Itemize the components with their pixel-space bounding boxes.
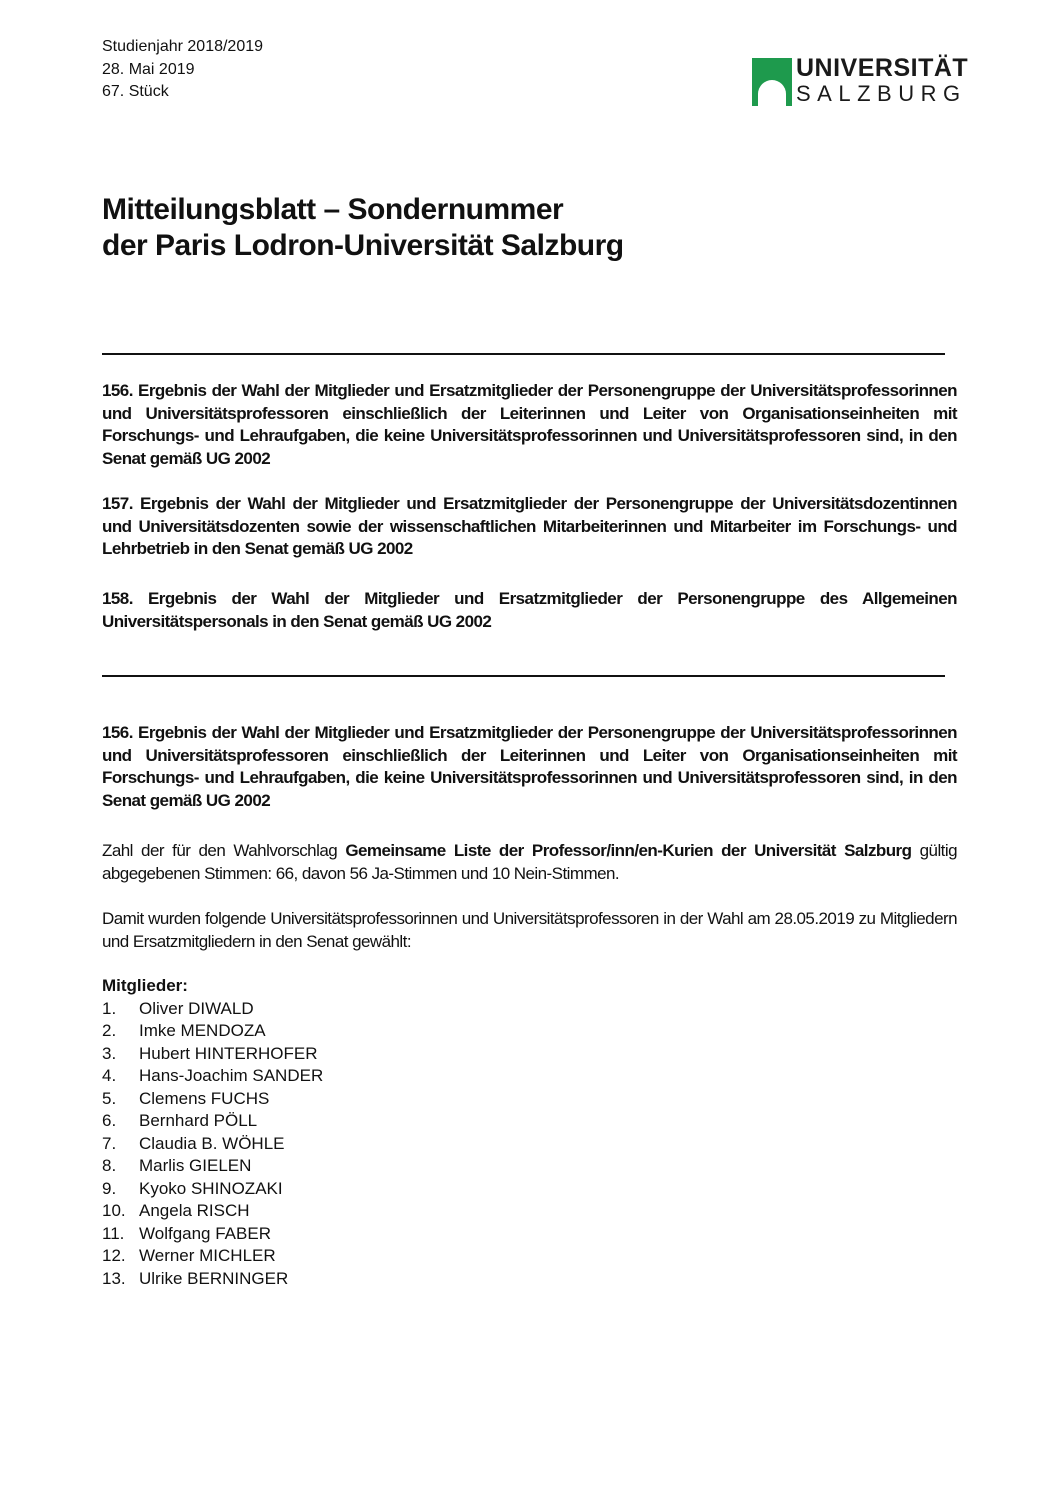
member-number: 7. (102, 1133, 117, 1153)
member-number: 9. (102, 1178, 117, 1198)
members-label: Mitglieder: (102, 976, 188, 995)
member-name: Claudia B. WÖHLE (139, 1133, 285, 1153)
list-item (102, 1088, 323, 1111)
member-name: Imke MENDOZA (139, 1021, 266, 1040)
list-item (102, 1133, 323, 1156)
list-item (102, 1223, 323, 1246)
vote-text-post: gültig abgegebenen Stimmen: 66, davon 56 Ja-Stimmen und 10 Nein-Stimmen. (102, 841, 957, 883)
vote-count-paragraph (102, 840, 957, 885)
member-name: Angela RISCH (139, 1201, 250, 1220)
list-item (102, 998, 323, 1021)
member-name: Bernhard PÖLL (139, 1111, 258, 1130)
list-item (102, 1065, 323, 1088)
list-item (102, 1155, 323, 1178)
elected-paragraph: Damit wurden folgende Universitätsprofessorinnen und Universitätsprofessoren in der Wahl am 28.05.2019 zu Mitgliedern und Ersatzmitgliedern in den Senat gewählt: (102, 909, 957, 951)
divider-bottom (102, 675, 945, 677)
logo-text-salzburg: SALZBURG (796, 81, 967, 106)
member-name: Wolfgang FABER (139, 1223, 271, 1243)
member-number: 11. (102, 1223, 125, 1243)
member-number: 13. (102, 1268, 126, 1288)
academic-year: Studienjahr 2018/2019 (102, 38, 264, 55)
title-line-1: Mitteilungsblatt – Sondernummer (102, 193, 564, 226)
title-line-2: der Paris Lodron-Universität Salzburg (102, 229, 624, 262)
list-item (102, 1110, 323, 1133)
member-number: 1. (102, 998, 117, 1018)
member-number: 4. (102, 1066, 117, 1085)
toc-item-157: 157. Ergebnis der Wahl der Mitglieder und Ersatzmitglieder der Personengruppe der Universitätsdozentinnen und Universitätsdozenten sowie der wissenschaftlichen Mitarbeiterinnen und Mitarbeiter im Forschungs- und Lehrbetrieb in den Senat gemäß UG 2002 (102, 494, 957, 558)
member-number: 2. (102, 1021, 117, 1040)
list-item (102, 1268, 323, 1291)
list-item (102, 1043, 323, 1066)
page-title (102, 192, 624, 264)
document-meta (102, 36, 263, 104)
member-number: 3. (102, 1043, 117, 1063)
member-name: Hubert HINTERHOFER (139, 1043, 318, 1063)
toc-item-156: 156. Ergebnis der Wahl der Mitglieder und Ersatzmitglieder der Personengruppe der Universitätsprofessorinnen und Universitätsprofessoren einschließlich der Leiterinnen und Leiter von Organisationseinheiten mit Forschungs- und Lehraufgaben, die keine Universitätsprofessorinnen und Universitätsprofessoren sind, in den Senat gemäß UG 2002 (102, 381, 957, 468)
member-number: 12. (102, 1246, 126, 1265)
toc-item-158: 158. Ergebnis der Wahl der Mitglieder und Ersatzmitglieder der Personengruppe des Allgemeinen Universitätspersonals in den Senat gemäß UG 2002 (102, 589, 957, 631)
member-number: 8. (102, 1156, 117, 1175)
list-name: Gemeinsame Liste der Professor/inn/en-Kurien der Universität Salzburg (345, 841, 912, 860)
members-list (102, 975, 323, 1290)
logo-text-universitaet: UNIVERSITÄT (796, 54, 969, 82)
member-name: Marlis GIELEN (139, 1156, 252, 1175)
member-name: Clemens FUCHS (139, 1088, 270, 1108)
member-name: Kyoko SHINOZAKI (139, 1178, 283, 1198)
member-number: 6. (102, 1111, 117, 1130)
list-item (102, 1245, 323, 1268)
university-logo (752, 54, 969, 110)
divider-top (102, 353, 945, 355)
member-name: Hans-Joachim SANDER (139, 1066, 324, 1085)
list-item (102, 1020, 323, 1043)
logo-arch-icon (752, 58, 792, 106)
section-heading: 156. Ergebnis der Wahl der Mitglieder und Ersatzmitglieder der Personengruppe der Universitätsprofessorinnen und Universitätsprofessoren einschließlich der Leiterinnen und Leiter von Organisationseinheiten mit Forschungs- und Lehraufgaben, die keine Universitätsprofessorinnen und Universitätsprofessoren sind, in den Senat gemäß UG 2002 (102, 723, 957, 810)
vote-text-pre: Zahl der für den Wahlvorschlag (102, 841, 346, 860)
list-item (102, 1178, 323, 1201)
list-item (102, 1200, 323, 1223)
issue-date: 28. Mai 2019 (102, 60, 195, 78)
member-name: Ulrike BERNINGER (139, 1268, 289, 1288)
issue-number: 67. Stück (102, 83, 169, 100)
member-number: 5. (102, 1088, 117, 1108)
member-name: Oliver DIWALD (139, 998, 254, 1018)
member-number: 10. (102, 1201, 126, 1220)
member-name: Werner MICHLER (139, 1246, 276, 1265)
